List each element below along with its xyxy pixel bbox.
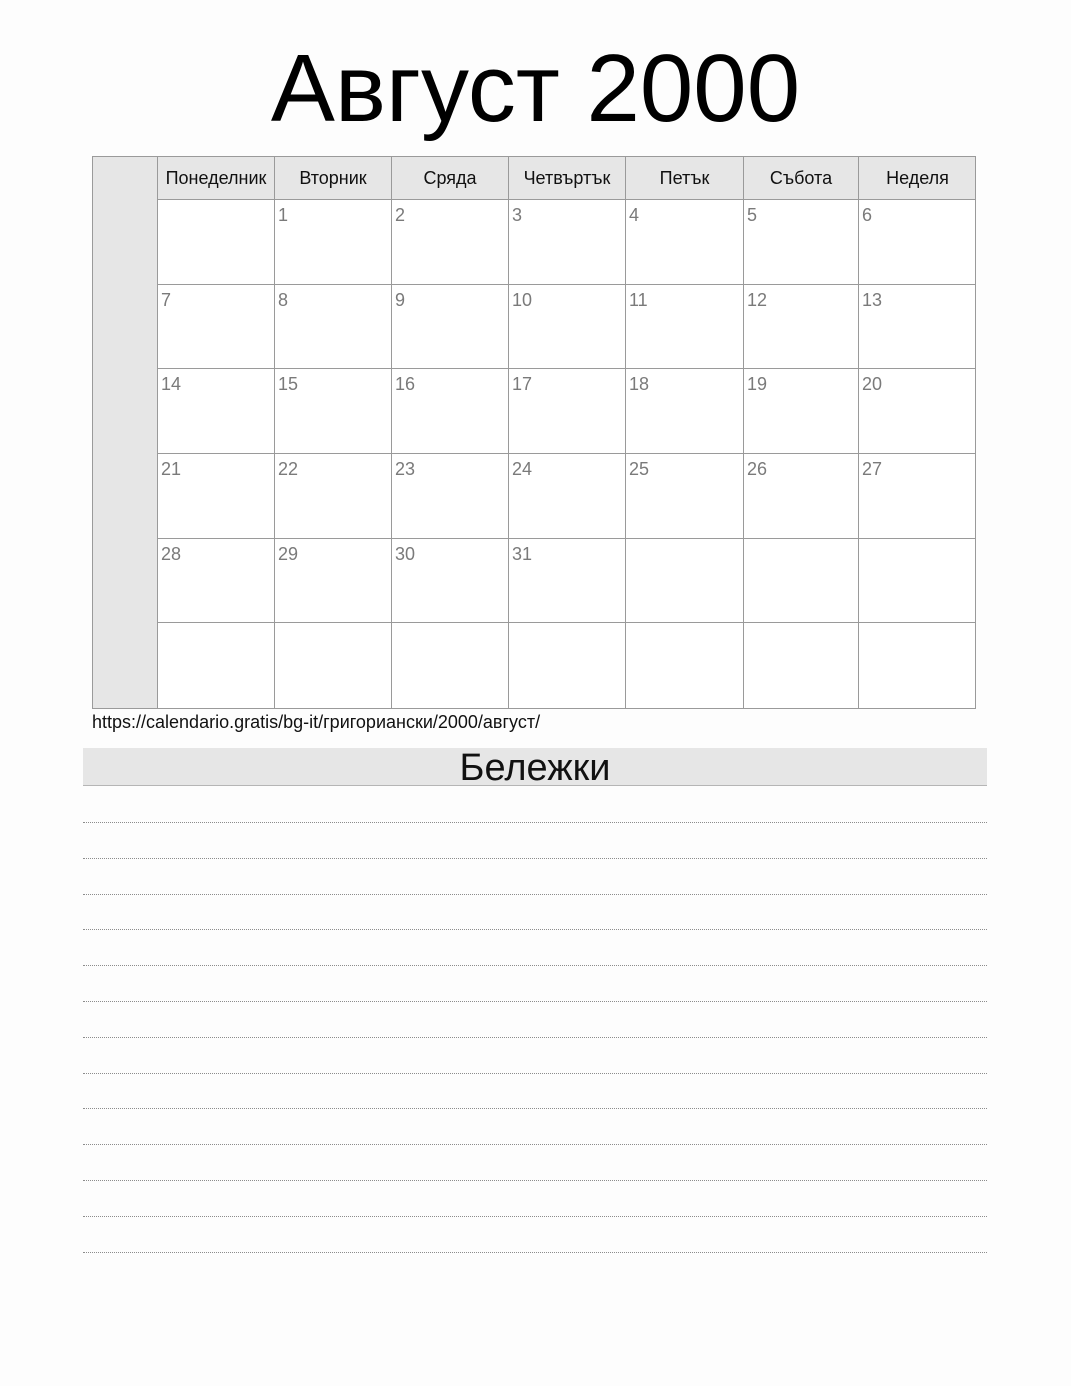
day-cell <box>509 200 626 284</box>
weekday-header-row <box>158 157 975 200</box>
note-line <box>83 1144 987 1145</box>
day-number: 12 <box>747 289 768 310</box>
day-cell <box>626 623 744 708</box>
day-cell <box>392 285 509 369</box>
day-number: 9 <box>395 289 406 310</box>
day-number: 28 <box>161 543 182 564</box>
day-number: 24 <box>512 459 533 480</box>
day-cell <box>626 200 744 284</box>
day-cell <box>859 623 976 708</box>
day-number: 26 <box>747 459 768 480</box>
day-number: 17 <box>512 374 533 395</box>
day-number: 30 <box>395 543 416 564</box>
note-line <box>83 858 987 859</box>
day-cell <box>859 200 976 284</box>
weekday-sunday: Неделя <box>886 167 949 188</box>
day-cell <box>158 454 275 538</box>
days-grid <box>158 200 975 708</box>
note-line <box>83 1073 987 1074</box>
day-cell <box>158 285 275 369</box>
day-cell <box>744 623 859 708</box>
note-line <box>83 1001 987 1002</box>
note-line <box>83 894 987 895</box>
day-number: 6 <box>862 205 873 225</box>
day-number: 31 <box>512 543 533 564</box>
day-number: 3 <box>512 205 523 225</box>
day-number: 10 <box>512 289 533 310</box>
day-cell <box>158 623 275 708</box>
weekday-saturday: Събота <box>744 157 859 199</box>
day-cell <box>509 369 626 453</box>
day-number: 18 <box>629 374 650 395</box>
note-line <box>83 1180 987 1181</box>
day-cell <box>275 285 392 369</box>
note-line <box>83 1216 987 1217</box>
weekday-tuesday: Вторник <box>275 157 392 199</box>
day-number: 11 <box>629 289 648 310</box>
page-title: Август 2000 <box>270 35 801 142</box>
day-number: 29 <box>278 543 299 564</box>
note-line <box>83 1252 987 1253</box>
day-number: 23 <box>395 459 416 480</box>
week-number-column <box>93 157 158 708</box>
day-cell <box>509 539 626 623</box>
day-cell <box>158 539 275 623</box>
calendar-grid <box>92 156 976 709</box>
day-cell <box>859 539 976 623</box>
week-row <box>158 623 975 708</box>
day-number: 20 <box>862 374 883 395</box>
day-number: 7 <box>161 289 172 310</box>
day-cell <box>626 539 744 623</box>
day-number: 5 <box>747 205 758 225</box>
day-number: 27 <box>862 459 883 480</box>
day-number: 22 <box>278 459 299 480</box>
day-cell <box>158 369 275 453</box>
day-number: 1 <box>278 205 289 225</box>
day-cell <box>392 369 509 453</box>
note-line <box>83 929 987 930</box>
day-cell <box>509 454 626 538</box>
day-cell <box>158 200 275 284</box>
day-number: 25 <box>629 459 650 480</box>
note-line <box>83 1037 987 1038</box>
day-cell <box>626 285 744 369</box>
weekday-friday: Петък <box>626 157 744 199</box>
day-cell <box>392 454 509 538</box>
weekday-thursday: Четвъртък <box>509 157 626 199</box>
note-line <box>83 965 987 966</box>
day-cell <box>392 539 509 623</box>
day-cell <box>275 623 392 708</box>
day-number: 4 <box>629 205 640 225</box>
note-line <box>83 1108 987 1109</box>
day-cell <box>626 454 744 538</box>
day-number: 8 <box>278 289 289 310</box>
day-cell <box>744 285 859 369</box>
day-cell <box>859 369 976 453</box>
week-row <box>158 539 975 624</box>
day-cell <box>275 454 392 538</box>
day-number: 2 <box>395 205 406 225</box>
day-cell <box>744 454 859 538</box>
day-cell <box>275 200 392 284</box>
week-row <box>158 454 975 539</box>
week-row <box>158 285 975 370</box>
day-cell <box>744 369 859 453</box>
notes-title: Бележки <box>459 747 611 789</box>
day-number: 16 <box>395 374 416 395</box>
notes-header <box>83 747 987 789</box>
day-number: 21 <box>161 459 182 480</box>
day-cell <box>275 369 392 453</box>
weekday-monday: Понеделник <box>158 157 275 199</box>
weekday-wednesday: Сряда <box>392 157 509 199</box>
day-cell <box>509 285 626 369</box>
day-cell <box>626 369 744 453</box>
day-number: 15 <box>278 374 299 395</box>
week-row <box>158 200 975 285</box>
day-number: 13 <box>862 289 883 310</box>
day-cell <box>392 623 509 708</box>
day-cell <box>275 539 392 623</box>
day-cell <box>744 200 859 284</box>
day-number: 14 <box>161 374 182 395</box>
day-cell <box>859 285 976 369</box>
source-url: https://calendario.gratis/bg-it/григориански/2000/август/ <box>92 712 541 732</box>
day-cell <box>744 539 859 623</box>
note-line <box>83 822 987 823</box>
day-cell <box>392 200 509 284</box>
week-row <box>158 369 975 454</box>
day-cell <box>509 623 626 708</box>
day-number: 19 <box>747 374 768 395</box>
day-cell <box>859 454 976 538</box>
